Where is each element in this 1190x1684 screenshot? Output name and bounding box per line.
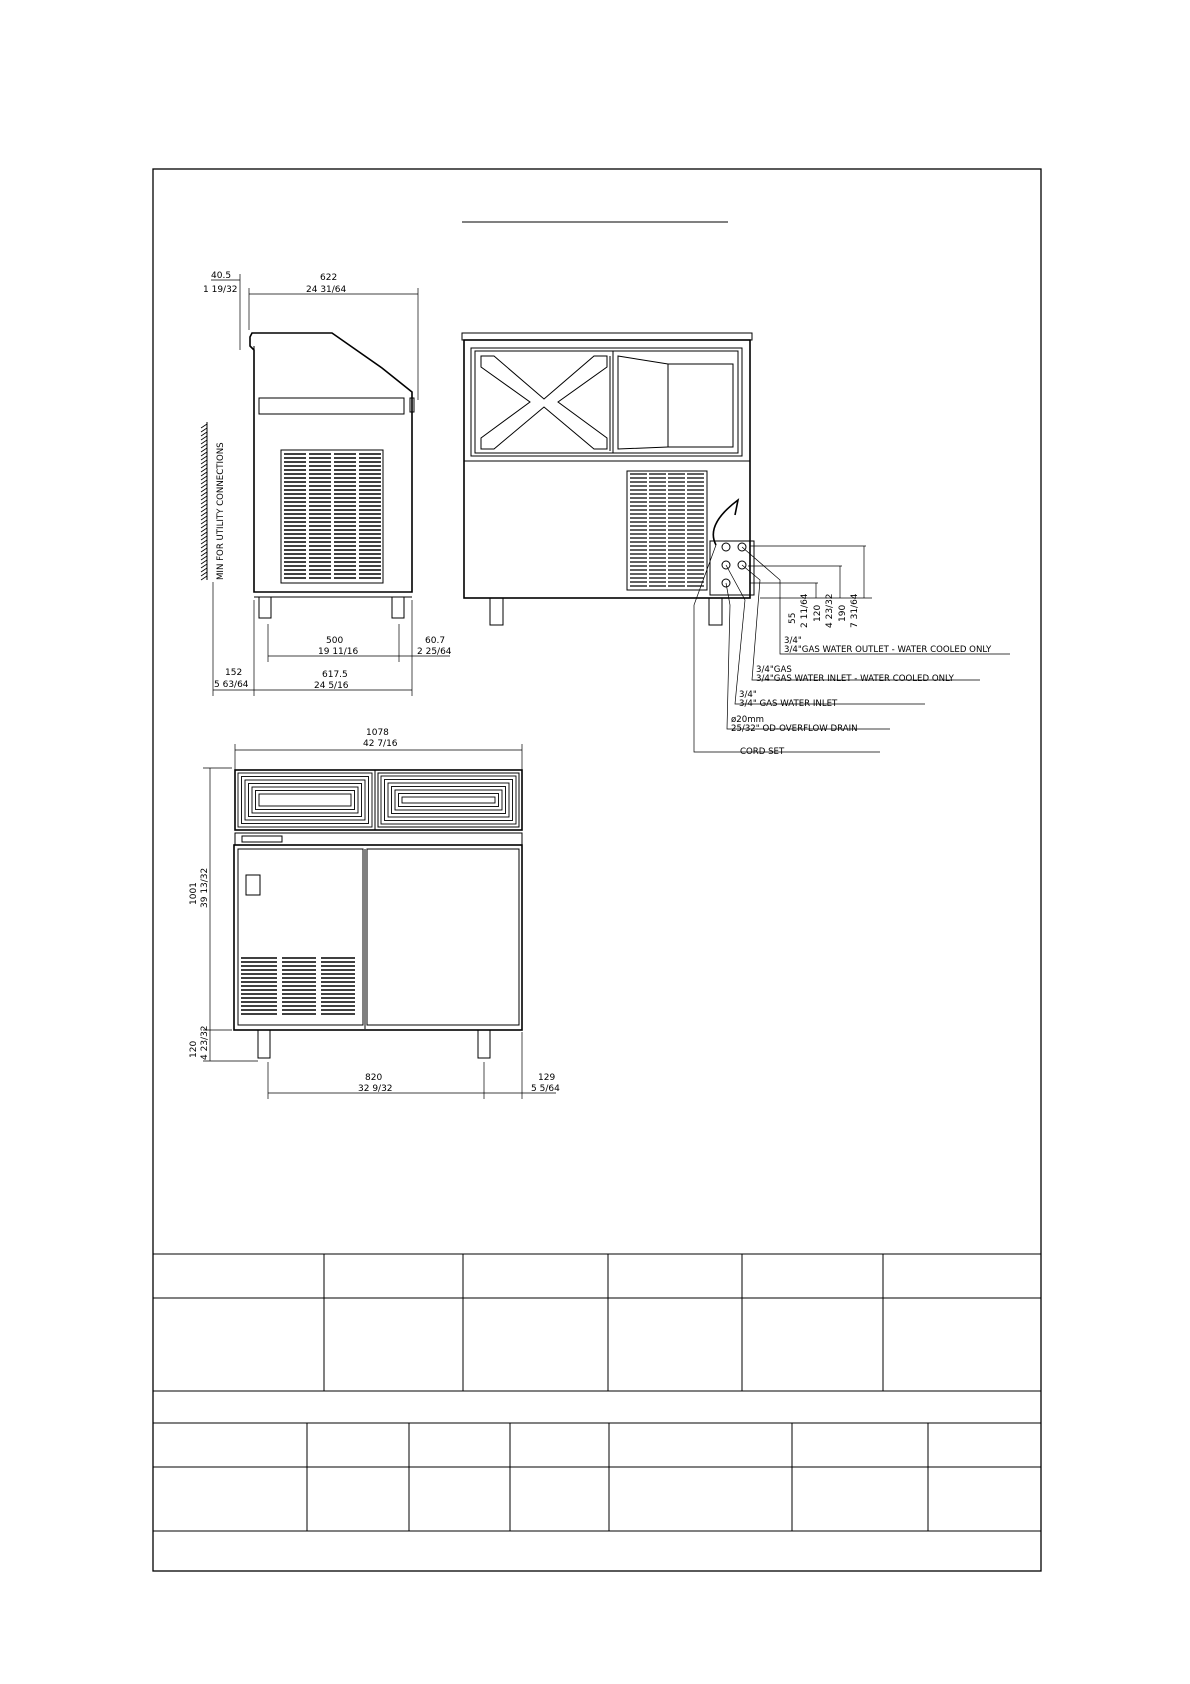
dim-height-sub: 39 13/32 [200,867,210,908]
dim-feet-span-front-sub: 32 9/32 [358,1084,393,1094]
callout-4-line2: 25/32" OD-OVERFLOW DRAIN [731,724,858,734]
dim-min-clearance-value: 152 [225,668,243,678]
dim-width-sub: 42 7/16 [363,739,398,749]
dim-top-offset-sub: 1 19/32 [203,285,238,295]
dim-right-offset-value: 129 [538,1073,556,1083]
sheet-border [153,169,1041,1571]
callout-2-line2: 3/4"GAS WATER INLET - WATER COOLED ONLY [756,674,954,684]
dim-min-clearance-sub: 5 63/64 [214,680,249,690]
callout-1-line2: 3/4"GAS WATER OUTLET - WATER COOLED ONLY [784,645,992,655]
dim-height-value: 1001 [189,882,199,905]
callout-1-line1: 3/4" [784,636,802,646]
dim-width-value: 1078 [366,728,389,738]
front-control-label [246,875,260,895]
dim-top-depth-sub: 24 31/64 [306,285,347,295]
dim-feet-span-front-value: 820 [365,1073,383,1083]
utility-panel [710,541,754,595]
callout-2-line1: 3/4"GAS [756,665,792,675]
dim-h1-sub: 2 11/64 [800,593,810,628]
front-view [189,728,560,1099]
dim-right-offset-sub: 5 5/64 [531,1084,560,1094]
dim-feet-right-sub: 2 25/64 [417,647,452,657]
dim-top-offset-value: 40.5 [211,271,232,281]
dim-base-depth-value: 617.5 [322,670,348,680]
dim-h2-value: 120 [813,604,823,622]
dim-base-depth-sub: 24 5/16 [314,681,349,691]
dim-h1-value: 55 [788,612,798,624]
rear-view [462,333,1010,757]
front-logo-strip [235,833,522,845]
dim-h2-sub: 4 23/32 [825,593,835,628]
dim-feet-right-value: 60.7 [425,636,446,646]
callout-4-line1: ø20mm [731,715,764,725]
side-handle [259,398,404,414]
dim-feet-span-sub: 19 11/16 [318,647,359,657]
dim-feet-span-value: 500 [326,636,344,646]
front-cabinet [234,845,522,1030]
dim-leg-height-sub: 4 23/32 [200,1025,210,1060]
dim-h3-value: 190 [838,604,848,622]
callout-3-line2: 3/4" GAS WATER INLET [739,699,838,709]
table-row-1-dividers [324,1254,883,1391]
callout-3-line1: 3/4" [739,690,757,700]
clearance-label: MIN FOR UTILITY CONNECTIONS [216,442,226,580]
dim-leg-height-value: 120 [189,1040,199,1058]
table-row-2-dividers [307,1423,928,1531]
dim-h3-sub: 7 31/64 [850,593,860,628]
cord-set-line [713,500,738,545]
dim-top-depth-value: 622 [320,273,338,283]
side-view [201,271,452,696]
spec-table [153,1254,1041,1531]
rear-x-brace [481,356,607,449]
callout-5-line1: CORD SET [740,747,785,757]
